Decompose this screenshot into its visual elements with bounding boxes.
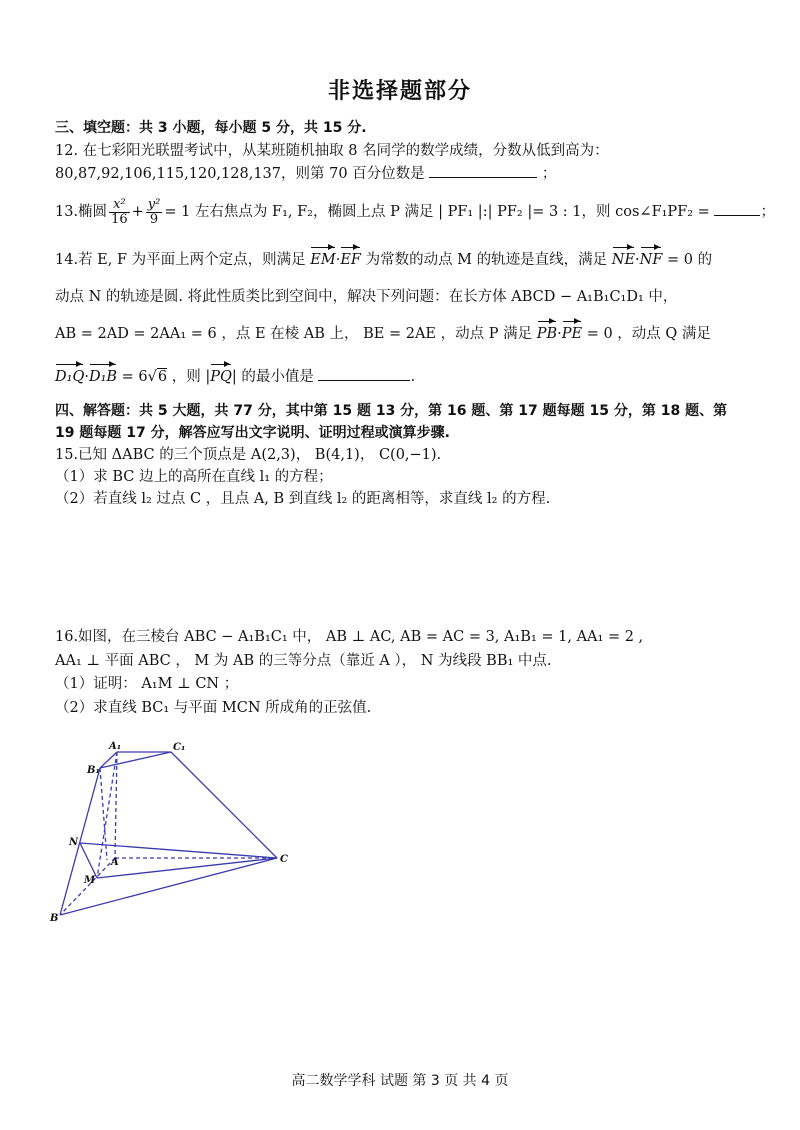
aux-hidden [100,768,107,860]
vector-pb: PB [536,326,558,342]
label-n: N [69,837,79,848]
vector-ef: EF [340,252,361,268]
edge-c1c [171,752,277,858]
q15-line1: 15.已知 ΔABC 的三个顶点是 A(2,3)， B(4,1)， C(0,−1). [55,447,442,463]
q14-text-a: 14.若 E, F 为平面上两个定点，则满足 [55,252,306,268]
dot-2: · [635,252,640,268]
q13-den1: 16 [111,211,128,227]
label-m: M [84,875,96,886]
q14-line3 [55,324,755,344]
label-b: B [50,913,59,924]
q13-plus: + [131,204,144,220]
q14-text-d: AB = 2AD = 2AA₁ = 6 ，点 E 在棱 AB 上， BE = 2AE ，动点 P 满足 [55,326,533,342]
q15-line2: （1）求 BC 边上的高所在直线 l₁ 的方程； [55,469,333,485]
q16-line2: AA₁ ⊥ 平面 ABC ， M 为 AB 的三等分点（靠近 A ）， N 为线段 BB₁ 中点. [55,653,552,669]
dot-4: · [84,369,89,385]
segment-mc [97,858,277,878]
q14-line4: D₁Q·D₁B = 6√6 ，则 |PQ| 的最小值是 . [55,366,755,387]
label-a1: A₁ [109,741,122,752]
q12-line1: 12. 在七彩阳光联盟考试中，从某班随机抽取 8 名同学的数学成绩，分数从低到高为： [55,143,609,159]
q13-x2: x² [109,198,130,213]
q15-line3: （2）若直线 l₂ 过点 C ，且点 A, B 到直线 l₂ 的距离相等，求直线 l₂ 的方程. [55,491,551,507]
page-title: 非选择题部分 [327,79,472,104]
q13-answer-blank [714,201,760,216]
vector-nf: NF [639,252,663,268]
q13-prefix: 13.椭圆 [55,204,108,220]
sqrt-six: 6 [157,369,168,385]
q12-answer-blank [429,163,537,178]
q12-end: ； [541,166,557,182]
vector-d1b: D₁B [88,369,118,385]
frustum-edges [60,752,277,915]
section-heading-answer-2: 19 题每题 17 分，解答应写出文字说明、证明过程或演算步骤. [55,425,450,441]
section-heading-answer-1: 四、解答题：共 5 大题，共 77 分，其中第 15 题 13 分，第 16 题、第 17 题每题 15 分，第 18 题、第 [55,403,728,419]
q13-end: ； [760,204,775,220]
label-c1: C₁ [173,742,186,753]
dot-3: · [557,326,562,342]
dot-1: · [335,252,341,268]
vector-pq: PQ [210,369,232,385]
q13-den2: 9 [149,211,159,227]
q12-text: 80,87,92,106,115,120,128,137，则第 70 百分位数是 [55,166,425,182]
q14-text-g: ，则 | [171,369,211,385]
label-c: C [280,854,288,865]
q13-fraction-y [146,198,163,227]
q13-fraction-x [109,198,130,227]
frustum-figure [45,735,305,935]
edge-bc [60,858,277,915]
vector-em: EM [310,252,336,268]
q14-line2: 动点 N 的轨迹是圆. 将此性质类比到空间中，解决下列问题：在长方体 ABCD − A₁B₁C₁D₁ 中， [55,289,678,305]
segment-nm [80,843,97,878]
edge-a1a-hidden [115,752,117,858]
q13-equation: = 1 左右焦点为 F₁, F₂，椭圆上点 P 满足 | PF₁ |:| PF₂ |= 3 : 1，则 cos∠F₁PF₂ = [164,204,710,220]
q13-y2: y² [147,196,161,212]
q14-text-b: 为常数的动点 M 的轨迹是直线，满足 [365,252,608,268]
section-heading-fill-in: 三、填空题：共 3 小题，每小题 5 分，共 15 分. [55,120,367,136]
q16-line4: （2）求直线 BC₁ 与平面 MCN 所成角的正弦值. [55,700,372,716]
edge-b1c1 [100,752,171,768]
vector-d1q: D₁Q [55,369,85,385]
q12-line2 [55,163,755,184]
q14-end: . [410,369,416,385]
q13-line [55,196,775,228]
vector-pe: PE [561,326,583,342]
q16-line3: （1）证明： A₁M ⊥ CN ； [55,676,239,692]
q16-line1: 16.如图，在三棱台 ABC − A₁B₁C₁ 中， AB ⊥ AC, AB = AC = 3, A₁B₁ = 1, AA₁ = 2 , [55,629,644,645]
vector-ne: NE [611,252,636,268]
q14-text-c: = 0 的 [667,252,713,268]
q14-text-h: | 的最小值是 [231,369,314,385]
edge-b1b [60,768,100,915]
page-footer: 高二数学学科 试题 第 3 页 共 4 页 [291,1073,509,1089]
segment-nc [80,843,277,858]
q14-text-e: = 0 ，动点 Q 满足 [586,326,711,342]
q14-answer-blank [318,366,410,381]
q14-text-f: = 6 [121,369,148,385]
label-b1: B₁ [87,765,100,776]
q14-line1 [55,250,755,270]
label-a: A [111,857,119,868]
